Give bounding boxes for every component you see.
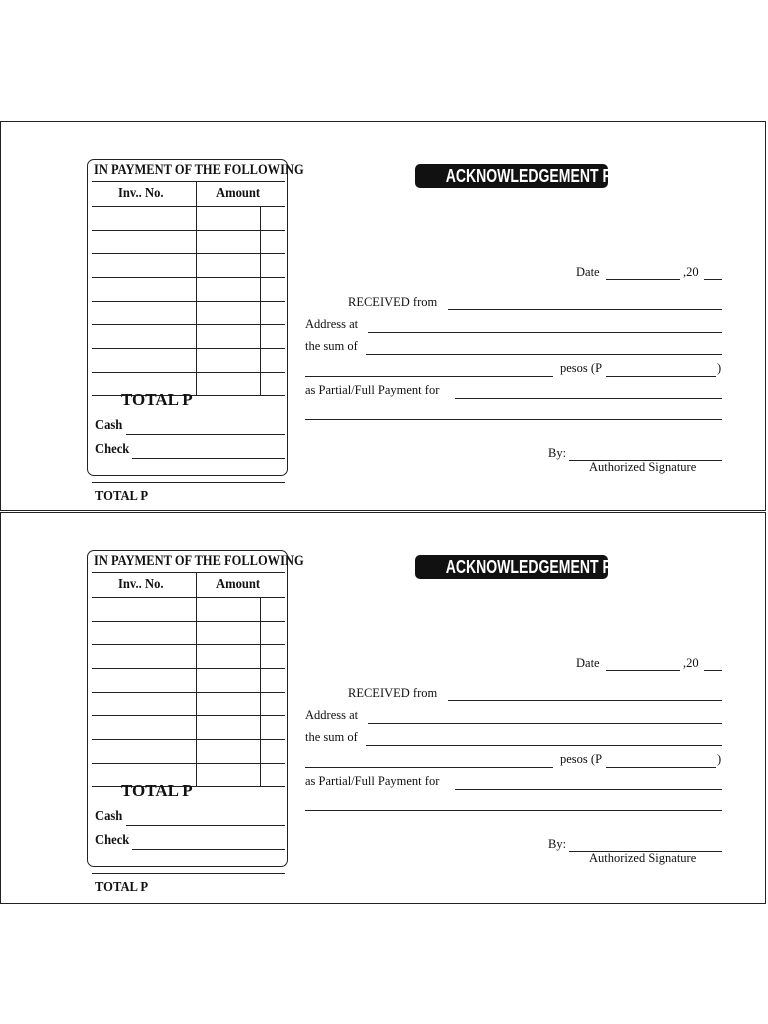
year-field[interactable] — [704, 279, 722, 280]
sum-words-continued-field[interactable] — [305, 376, 553, 377]
address-label: Address at — [305, 317, 359, 331]
address-label: Address at — [305, 708, 359, 722]
table-row[interactable] — [92, 668, 285, 669]
check-field[interactable] — [132, 458, 285, 459]
table-row[interactable] — [92, 348, 285, 349]
pesos-label: pesos (P — [560, 361, 603, 375]
column-divider — [260, 597, 261, 786]
sum-words-field[interactable] — [366, 354, 722, 355]
received-from-field[interactable] — [448, 700, 722, 701]
cash-field[interactable] — [126, 434, 285, 435]
column-divider — [196, 182, 197, 395]
amount-field[interactable] — [606, 767, 716, 768]
receipt-title: ACKNOWLEDGEMENT RECEIPT — [415, 164, 608, 188]
table-row[interactable] — [92, 644, 285, 645]
close-paren: ) — [717, 752, 722, 766]
table-row[interactable] — [92, 372, 285, 373]
column-divider — [260, 206, 261, 395]
table-row[interactable] — [92, 277, 285, 278]
table-row[interactable] — [92, 763, 285, 764]
year-prefix: ,20 — [683, 265, 699, 279]
payment-for-continued-field[interactable] — [305, 419, 722, 420]
payment-box-title: IN PAYMENT OF THE FOLLOWING — [94, 162, 304, 178]
invoice-column-header: Inv.. No. — [118, 577, 164, 592]
payment-box — [87, 159, 304, 504]
authorized-signature-label: Authorized Signature — [589, 460, 697, 474]
payment-for-field[interactable] — [455, 789, 722, 790]
total-label: TOTAL P — [121, 390, 193, 409]
table-row[interactable] — [92, 715, 285, 716]
grand-total-label: TOTAL P — [95, 880, 149, 895]
check-label: Check — [95, 833, 130, 848]
date-label: Date — [576, 265, 600, 279]
address-field[interactable] — [368, 332, 722, 333]
payment-for-label: as Partial/Full Payment for — [305, 383, 440, 397]
table-row[interactable] — [92, 230, 285, 231]
close-paren: ) — [717, 361, 722, 375]
amount-column-header: Amount — [216, 577, 261, 592]
cash-label: Cash — [95, 809, 123, 824]
payment-for-label: as Partial/Full Payment for — [305, 774, 440, 788]
date-field[interactable] — [606, 279, 680, 280]
cash-field[interactable] — [126, 825, 285, 826]
check-field[interactable] — [132, 849, 285, 850]
payment-box — [87, 550, 304, 895]
address-field[interactable] — [368, 723, 722, 724]
payment-for-continued-field[interactable] — [305, 810, 722, 811]
blank-field[interactable] — [92, 873, 285, 874]
payment-for-field[interactable] — [455, 398, 722, 399]
table-row[interactable] — [92, 324, 285, 325]
grand-total-label: TOTAL P — [95, 489, 149, 504]
receipt-form — [0, 512, 766, 904]
sum-of-label: the sum of — [305, 339, 358, 353]
check-label: Check — [95, 442, 130, 457]
authorized-signature-label: Authorized Signature — [589, 851, 697, 865]
received-from-label: RECEIVED from — [348, 295, 438, 309]
divider — [92, 597, 285, 598]
total-label: TOTAL P — [121, 781, 193, 800]
table-row[interactable] — [92, 621, 285, 622]
column-divider — [196, 573, 197, 786]
blank-field[interactable] — [92, 482, 285, 483]
by-label: By: — [548, 446, 567, 460]
received-from-field[interactable] — [448, 309, 722, 310]
sum-of-label: the sum of — [305, 730, 358, 744]
year-field[interactable] — [704, 670, 722, 671]
by-label: By: — [548, 837, 567, 851]
divider — [92, 206, 285, 207]
payment-box-title: IN PAYMENT OF THE FOLLOWING — [94, 553, 304, 569]
pesos-label: pesos (P — [560, 752, 603, 766]
receipt-title: ACKNOWLEDGEMENT RECEIPT — [415, 555, 608, 579]
amount-column-header: Amount — [216, 186, 261, 201]
receipt-form — [0, 121, 766, 511]
received-from-label: RECEIVED from — [348, 686, 438, 700]
table-row[interactable] — [92, 253, 285, 254]
table-row[interactable] — [92, 692, 285, 693]
table-row[interactable] — [92, 301, 285, 302]
invoice-column-header: Inv.. No. — [118, 186, 164, 201]
divider — [92, 181, 285, 182]
table-row[interactable] — [92, 739, 285, 740]
amount-field[interactable] — [606, 376, 716, 377]
divider — [92, 572, 285, 573]
year-prefix: ,20 — [683, 656, 699, 670]
date-label: Date — [576, 656, 600, 670]
cash-label: Cash — [95, 418, 123, 433]
sum-words-field[interactable] — [366, 745, 722, 746]
sum-words-continued-field[interactable] — [305, 767, 553, 768]
date-field[interactable] — [606, 670, 680, 671]
